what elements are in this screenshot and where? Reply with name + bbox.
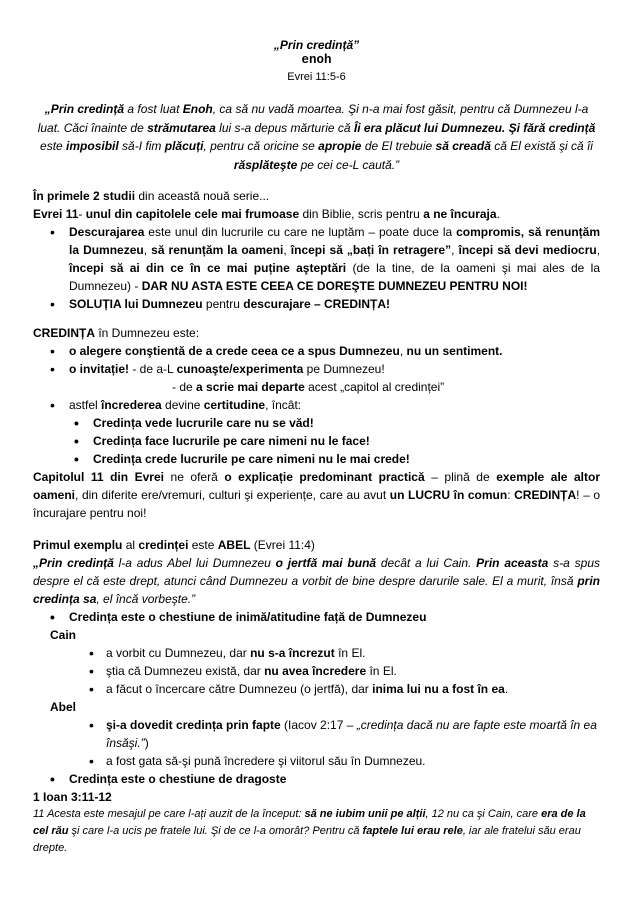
text-run: compromis, xyxy=(456,225,525,239)
list-item xyxy=(33,342,600,360)
text-run: o jertfă mai bună xyxy=(275,556,377,570)
text-run: , el încă vorbeşte.” xyxy=(96,592,196,606)
text-run: nu un sentiment. xyxy=(406,344,503,358)
cain-bullets xyxy=(33,644,600,698)
text-run: descurajare – CREDINȚA! xyxy=(243,297,390,311)
text-run: astfel xyxy=(69,398,102,412)
text-run: 11 Acesta este mesajul pe care l-ați auzit de la început: xyxy=(33,808,305,820)
text-run: - de xyxy=(172,380,197,394)
text-run: a fost gata să-şi pună încredere şi viitorul său în Dumnezeu. xyxy=(106,754,426,768)
text-run: ABEL xyxy=(217,538,251,552)
text-run: începi să devi mediocru xyxy=(458,243,597,257)
text-run: ne oferă xyxy=(163,470,225,484)
abel-heading xyxy=(33,536,600,554)
list-item xyxy=(33,644,600,662)
text-run: şi-a dovedit credința prin fapte xyxy=(106,718,281,732)
list-item: • Credința vede lucrurile care nu se văd! xyxy=(33,414,600,432)
text-run: ştia că Dumnezeu există, dar xyxy=(106,664,265,678)
list-item: • Credința crede lucrurile pe care nimeni nu le mai crede! xyxy=(33,450,600,468)
text-run: a scrie mai departe xyxy=(196,380,305,394)
text-run: cunoaşte/experimenta xyxy=(176,362,304,376)
text-run: nu s-a încrezut xyxy=(250,646,335,660)
list-item xyxy=(33,662,600,680)
text-run: imposibil xyxy=(66,139,119,153)
document-title: „Prin credință” xyxy=(273,38,360,52)
text-run: În primele 2 studii xyxy=(33,189,136,203)
list-item xyxy=(33,752,600,770)
intro-hebrews-line xyxy=(33,205,600,223)
text-run: începi să ai din ce în ce mai puține aşteptări xyxy=(69,261,347,275)
intro-bullets xyxy=(33,223,600,313)
text-run: pe Dumnezeu! xyxy=(303,362,385,376)
text-run: o alegere conştientă de a crede ceea ce a spus Dumnezeu xyxy=(69,344,400,358)
text-run: unul din capitolele cele mai frumoase xyxy=(85,207,300,221)
text-run: faptele lui erau rele xyxy=(362,825,463,837)
scripture-reference: Evrei 11:5-6 xyxy=(287,71,346,83)
list-item: • Credința este o chestiune de inimă/atitudine față de Dumnezeu xyxy=(33,608,600,626)
text-run: să renunțăm la Dumnezeu xyxy=(69,225,600,257)
text-run: „Prin credință xyxy=(44,102,125,116)
text-run: a făcut o încercare către Dumnezeu (o jertfă), dar xyxy=(106,682,373,696)
ioan-quote xyxy=(33,806,600,857)
faith-bullets xyxy=(33,342,600,378)
faith-sub-bullets xyxy=(33,414,600,468)
text-run: (Iacov 2:17 – xyxy=(280,718,357,732)
text-run: certitudine xyxy=(203,398,266,412)
text-run: , xyxy=(283,243,291,257)
chapter-paragraph xyxy=(33,468,600,522)
text-run: în El. xyxy=(366,664,397,678)
text-run: - de a-L xyxy=(129,362,177,376)
text-run: apropie xyxy=(318,139,362,153)
text-run: ! – o încurajare pentru noi! xyxy=(33,488,601,520)
text-run: - xyxy=(78,207,86,221)
text-run: nu avea încredere xyxy=(264,664,367,678)
dash-line xyxy=(33,378,600,396)
text-run: să renunțăm la oameni xyxy=(151,243,284,257)
text-run: , xyxy=(451,243,459,257)
text-run: s-a spus despre el că este drept, atunci când Dumnezeu a vorbit de bine despre darurile sale. El a murit, însă xyxy=(33,556,600,588)
text-run: prin credința sa xyxy=(33,574,600,606)
text-run: , xyxy=(399,344,407,358)
text-run: Îi era plăcut lui Dumnezeu. xyxy=(353,120,506,135)
text-run: este unul din lucrurile cu care ne luptăm – poate duce la xyxy=(144,225,457,239)
list-item: • Credința este o chestiune de dragoste xyxy=(33,770,600,788)
text-run: din această nouă serie... xyxy=(135,189,270,203)
list-item: • Credința face lucrurile pe care nimeni nu le face! xyxy=(33,432,600,450)
text-run: decât a lui Cain. xyxy=(376,556,477,570)
text-run: în Dumnezeu este: xyxy=(95,326,200,340)
text-run: (Evrei 11:4) xyxy=(250,538,315,552)
text-run: că El există şi că îi xyxy=(490,139,593,153)
text-run: (de la tine, de la oameni şi mai ales de la Dumnezeu) - xyxy=(69,261,600,293)
text-run: ) xyxy=(144,736,149,750)
text-run: , încât: xyxy=(265,398,302,412)
text-run: pe cei ce-L caută.” xyxy=(297,157,400,172)
text-run: Şi fără credință xyxy=(508,120,596,135)
text-run: o invitație! xyxy=(69,362,130,376)
text-run: este xyxy=(40,139,67,153)
text-run: Enoh xyxy=(182,102,213,116)
list-item xyxy=(33,716,600,752)
text-run: Capitolul 11 din Evrei xyxy=(33,470,164,484)
text-run: începi să „bați în retragere” xyxy=(290,243,452,257)
text-run: . xyxy=(496,207,500,221)
text-run: o explicație predominant practică xyxy=(224,470,425,484)
text-run: Primul exemplu xyxy=(33,538,123,552)
document-subtitle: enoh xyxy=(301,53,332,67)
text-run: strămutarea xyxy=(147,120,216,135)
text-run: „Prin credință xyxy=(33,556,114,570)
document-page xyxy=(33,38,600,857)
text-run: CREDINȚA xyxy=(514,488,577,502)
text-run: CREDINȚA xyxy=(33,326,95,340)
text-run: exemple ale altor oameni xyxy=(33,470,600,502)
text-run: a fost luat xyxy=(124,102,183,116)
text-run: era de la cel rău xyxy=(33,808,586,837)
text-run: lui s-a depus mărturie că xyxy=(215,120,354,135)
list-item xyxy=(33,223,600,295)
text-run: „credința dacă nu are fapte este moartă în ea însăşi.” xyxy=(106,718,597,750)
text-run: – plină de xyxy=(424,470,497,484)
cain-label: Cain xyxy=(50,628,77,642)
intro-line xyxy=(33,187,600,205)
text-run: încrederea xyxy=(101,398,162,412)
text-run: . xyxy=(504,682,509,696)
text-run: , xyxy=(143,243,152,257)
text-run: , pentru că oricine se xyxy=(203,139,319,153)
abel-quote xyxy=(33,554,600,608)
text-run: , iar ale fratelui său erau drepte. xyxy=(33,825,581,854)
text-run: să creadă xyxy=(435,139,491,153)
text-run: : xyxy=(507,488,515,502)
text-run: răsplăteşte xyxy=(233,157,298,172)
list-item xyxy=(33,396,600,414)
text-run: a vorbit cu Dumnezeu, dar xyxy=(106,646,251,660)
list-item xyxy=(33,295,600,313)
text-run: , din diferite ere/vremuri, culturi şi experiențe, care au avut xyxy=(75,488,390,502)
text-run: al xyxy=(122,538,139,552)
text-run: să-I fim xyxy=(118,139,165,153)
text-run: plăcuți xyxy=(164,139,204,153)
abel-label: Abel xyxy=(50,700,77,714)
text-run: un LUCRU în comun xyxy=(389,488,508,502)
text-run: SOLUȚIA lui Dumnezeu xyxy=(69,297,203,311)
text-run: şi care l-a ucis pe fratele lui. Şi de ce l-a omorât? Pentru că xyxy=(68,825,363,837)
list-item xyxy=(33,360,600,378)
text-run: DAR NU ASTA ESTE CEEA CE DOREŞTE DUMNEZEU PENTRU NOI! xyxy=(141,279,528,293)
text-run: este xyxy=(188,538,218,552)
list-item xyxy=(33,680,600,698)
text-run: devine xyxy=(161,398,204,412)
text-run: Evrei 11 xyxy=(33,207,79,221)
text-run: inima lui nu a fost în ea xyxy=(372,682,505,696)
text-run: acest „capitol al credinței” xyxy=(304,380,445,394)
text-run: a ne încuraja xyxy=(423,207,497,221)
faith-heading xyxy=(33,324,600,342)
text-run: de El trebuie xyxy=(361,139,436,153)
text-run: , ca să nu vadă moartea. Şi n-a mai fost găsit, pentru că Dumnezeu l-a luat. Căci înainte de xyxy=(37,102,589,135)
key-verse-quote xyxy=(33,100,600,174)
text-run: Prin aceasta xyxy=(476,556,549,570)
text-run: credinței xyxy=(138,538,189,552)
text-run: , xyxy=(596,243,601,257)
text-run: din Biblie, scris pentru xyxy=(299,207,424,221)
text-run: pentru xyxy=(202,297,244,311)
text-run: în El. xyxy=(334,646,366,660)
text-run: Descurajarea xyxy=(69,225,145,239)
text-run: l-a adus Abel lui Dumnezeu xyxy=(113,556,276,570)
text-run: să ne iubim unii pe alții xyxy=(304,808,426,820)
abel-bullets xyxy=(33,716,600,770)
text-run: , 12 nu ca şi Cain, care xyxy=(425,808,542,820)
ioan-reference: 1 Ioan 3:11-12 xyxy=(33,790,112,804)
